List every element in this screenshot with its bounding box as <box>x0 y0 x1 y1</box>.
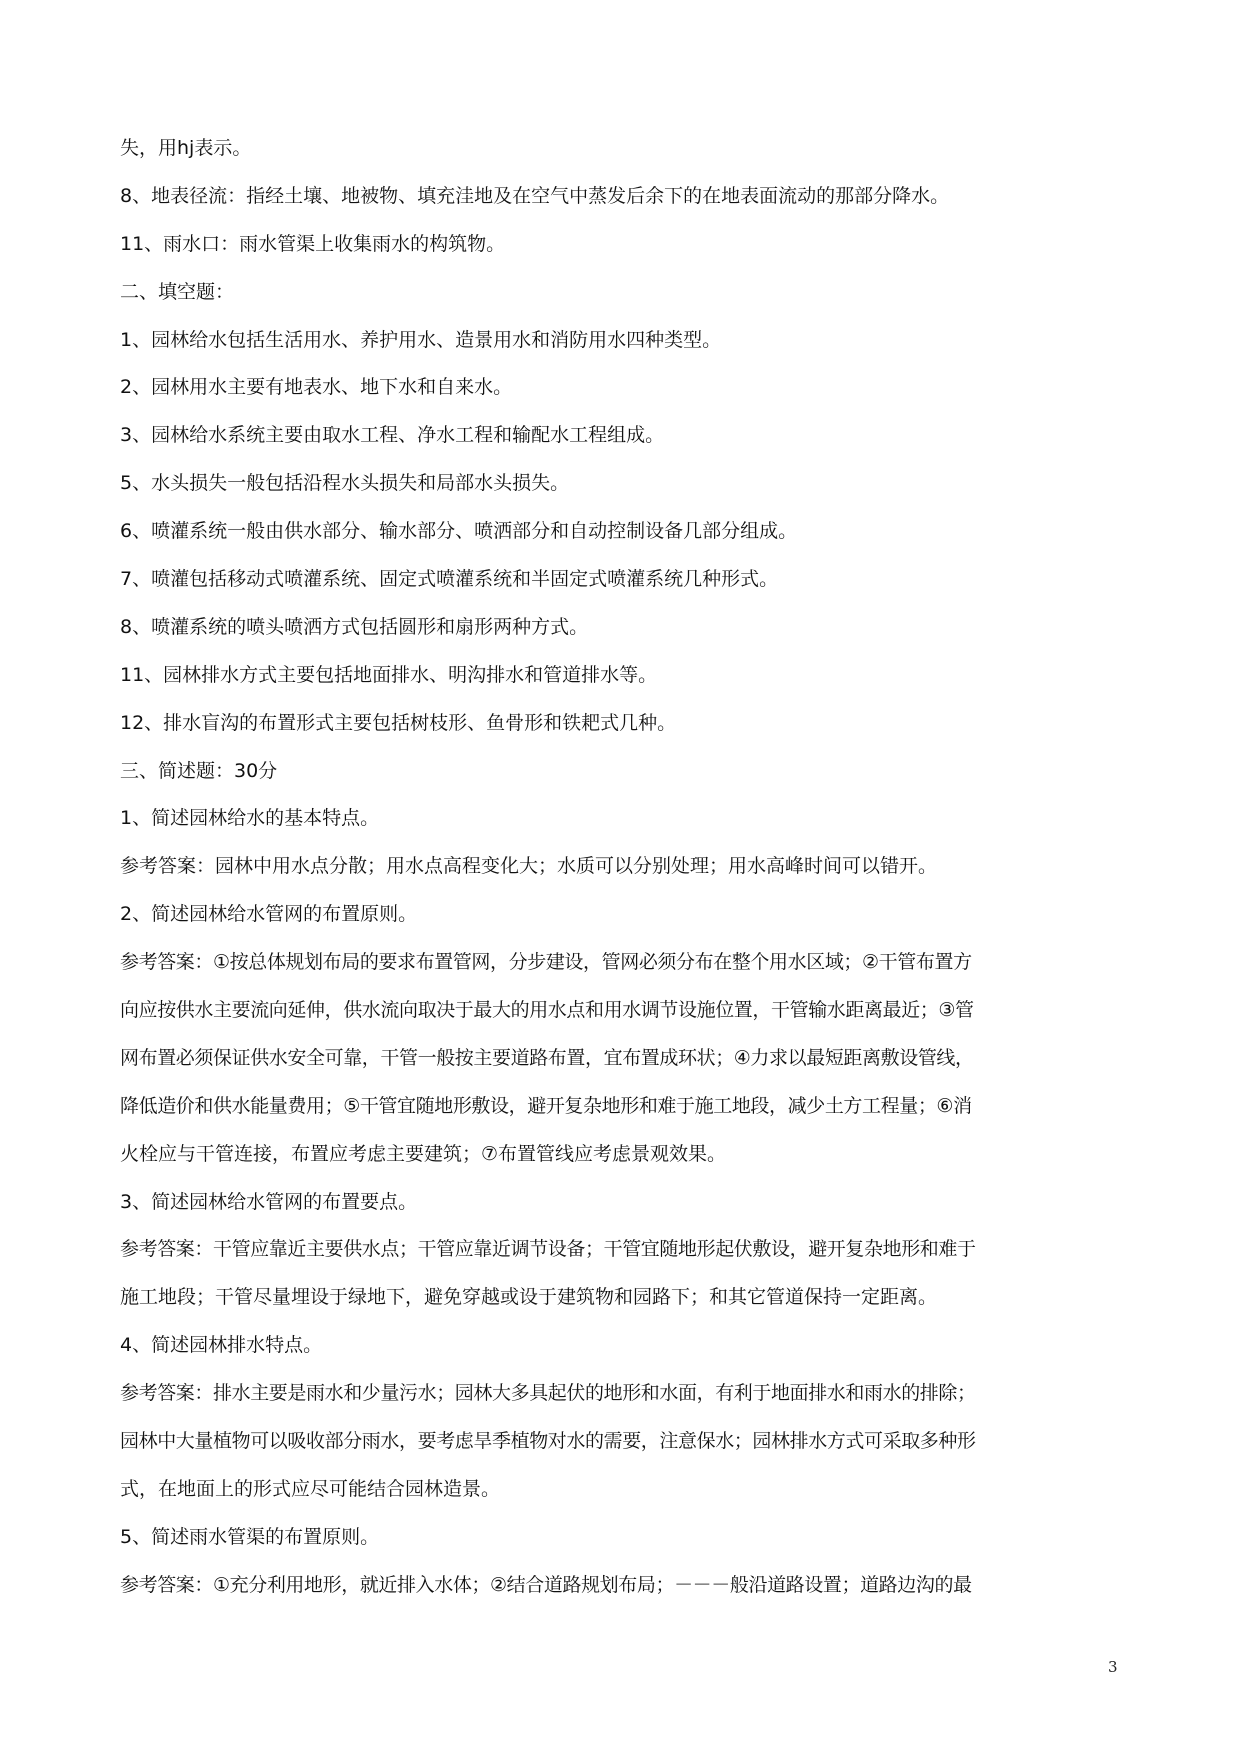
question-line: 4、简述园林排水特点。 <box>120 1334 323 1357</box>
text-line: 8、地表径流：指经土壤、地被物、填充洼地及在空气中蒸发后余下的在地表面流动的那部分降水。 <box>120 184 950 207</box>
text-line: 1、园林给水包括生活用水、养护用水、造景用水和消防用水四种类型。 <box>120 328 722 351</box>
answer-line: 向应按供水主要流向延伸，供水流向取决于最大的用水点和用水调节设施位置，干管输水距离最近；③管 <box>120 999 974 1022</box>
text-line: 失，用hj表示。 <box>120 137 252 159</box>
document-body <box>120 125 1130 1610</box>
question-line: 3、简述园林给水管网的布置要点。 <box>120 1190 418 1213</box>
answer-line: 参考答案：①按总体规划布局的要求布置管网，分步建设，管网必须分布在整个用水区域；②干管布置方 <box>120 951 972 974</box>
answer-line: 网布置必须保证供水安全可靠，干管一般按主要道路布置，宜布置成环状；④力求以最短距离敷设管线， <box>120 1046 974 1069</box>
question-line: 2、简述园林给水管网的布置原则。 <box>120 903 418 926</box>
answer-line: 参考答案：干管应靠近主要供水点；干管应靠近调节设备；干管宜随地形起伏敷设，避开复杂地形和难于 <box>120 1238 976 1261</box>
text-line: 6、喷灌系统一般由供水部分、输水部分、喷洒部分和自动控制设备几部分组成。 <box>120 520 798 543</box>
text-line: 8、喷灌系统的喷头喷洒方式包括圆形和扇形两种方式。 <box>120 615 589 638</box>
text-line: 3、园林给水系统主要由取水工程、净水工程和输配水工程组成。 <box>120 424 665 447</box>
text-line: 11、雨水口：雨水管渠上收集雨水的构筑物。 <box>120 232 506 255</box>
answer-line: 参考答案：①充分利用地形，就近排入水体；②结合道路规划布局；－－－般沿道路设置；道路边沟的最 <box>120 1573 972 1596</box>
text-line: 7、喷灌包括移动式喷灌系统、固定式喷灌系统和半固定式喷灌系统几种形式。 <box>120 568 779 591</box>
answer-line: 降低造价和供水能量费用；⑤干管宜随地形敷设，避开复杂地形和难于施工地段，减少土方工程量；⑥消 <box>120 1094 972 1117</box>
section-heading: 二、填空题： <box>120 280 235 303</box>
text-line: 12、排水盲沟的布置形式主要包括树枝形、鱼骨形和铁耙式几种。 <box>120 711 677 734</box>
answer-line: 参考答案：园林中用水点分散；用水点高程变化大；水质可以分别处理；用水高峰时间可以错开。 <box>120 855 938 878</box>
answer-line: 施工地段；干管尽量埋设于绿地下，避免穿越或设于建筑物和园路下；和其它管道保持一定距离。 <box>120 1286 938 1309</box>
question-line: 5、简述雨水管渠的布置原则。 <box>120 1525 380 1548</box>
answer-line: 园林中大量植物可以吸收部分雨水，要考虑旱季植物对水的需要，注意保水；园林排水方式可采取多种形 <box>120 1430 976 1453</box>
answer-line: 式，在地面上的形式应尽可能结合园林造景。 <box>120 1477 501 1500</box>
page-number: 3 <box>1108 1658 1118 1676</box>
question-line: 1、简述园林给水的基本特点。 <box>120 807 380 830</box>
section-heading: 三、简述题：30分 <box>120 759 278 782</box>
text-line: 11、园林排水方式主要包括地面排水、明沟排水和管道排水等。 <box>120 663 658 686</box>
answer-line: 参考答案：排水主要是雨水和少量污水；园林大多具起伏的地形和水面，有利于地面排水和雨水的排除； <box>120 1382 976 1405</box>
text-line: 5、水头损失一般包括沿程水头损失和局部水头损失。 <box>120 472 570 495</box>
text-line: 2、园林用水主要有地表水、地下水和自来水。 <box>120 376 513 399</box>
answer-line: 火栓应与干管连接，布置应考虑主要建筑；⑦布置管线应考虑景观效果。 <box>120 1142 727 1165</box>
